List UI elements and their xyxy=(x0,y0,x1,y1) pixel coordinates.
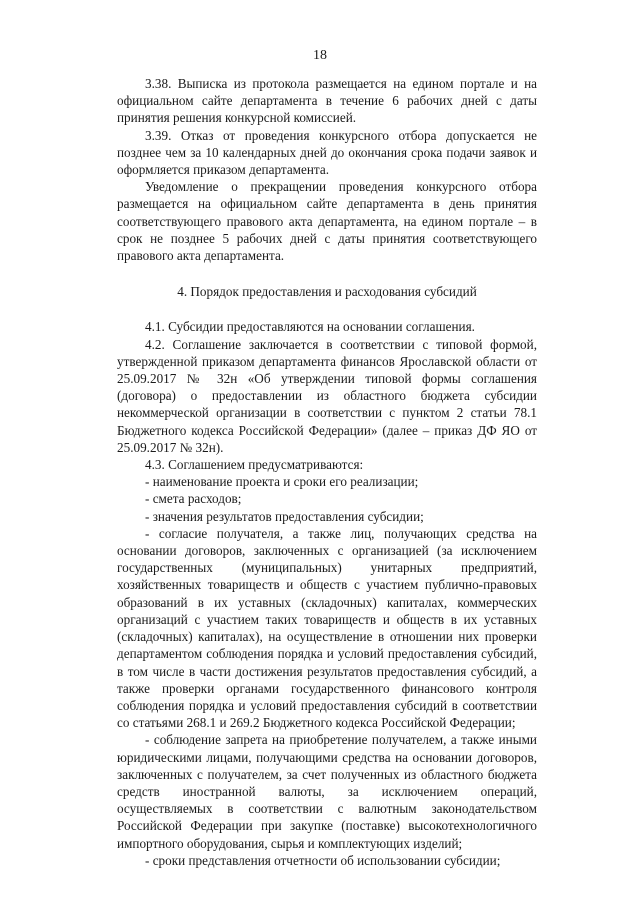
paragraph-4-1: 4.1. Субсидии предоставляются на основании соглашения. xyxy=(145,319,475,335)
paragraph-4-2: 4.2. Соглашение заключается в соответствии с типовой формой, утвержденной приказом департамента финансов Ярославской области от 25.09.2017 № 32н «Об утверждении типовой формы соглашения (договора) о предоставлении из областного бюджета субсидии некоммерческой организации в соответствии с пунктом 2 статьи 78.1 Бюджетного кодекса Российской Федерации» (далее – приказ ДФ ЯО от 25.09.2017 № 32н). xyxy=(117,336,537,455)
paragraph-notice: Уведомление о прекращении проведения конкурсного отбора размещается на официальном сайте департамента в день принятия соответствующего правового акта департамента, на едином портале – в срок не позднее 5 рабочих дней с даты принятия соответствующего правового акта департамента. xyxy=(117,179,537,264)
section-heading: 4. Порядок предоставления и расходования субсидий xyxy=(177,284,477,300)
list-item-project-name: - наименование проекта и сроки его реализации; xyxy=(145,474,419,490)
list-item-inspection-consent: - согласие получателя, а также лиц, получающих средства на основании договоров, заключенных с организацией (за исключением государственных (муниципальных) унитарных предприятий, хозяйственных товариществ и обществ с участием публично-правовых образований в их уставных (складочных) капиталах, коммерческих организаций с участием таких товариществ и обществ в их уставных (складочных) капиталах), на осуществление в отношении них проверки департаментом соблюдения порядка и условий предоставления субсидий, в том числе в части достижения результатов предоставления субсидий, а также проверки органами государственного финансового контроля соблюдения порядка и условий предоставления субсидий в соответствии со статьями 268.1 и 269.2 Бюджетного кодекса Российской Федерации; xyxy=(117,525,537,731)
page-number: 18 xyxy=(313,48,327,63)
list-item-currency-ban: - соблюдение запрета на приобретение получателем, а также иными юридическими лицами, получающими средства на основании договоров, заключенных с получателем, за счет полученных из областного бюджета средств иностранной валюты, за исключением операций, осуществляемых в соответствии с валютным законодательством Российской Федерации при закупке (поставке) высокотехнологичного импортного оборудования, сырья и комплектующих изделий; xyxy=(117,732,537,851)
list-item-cost-estimate: - смета расходов; xyxy=(145,491,242,507)
paragraph-3-39: 3.39. Отказ от проведения конкурсного отбора допускается не позднее чем за 10 календарных дней до окончания срока подачи заявок и оформляется приказом департамента. xyxy=(117,127,537,178)
paragraph-4-3: 4.3. Соглашением предусматриваются: xyxy=(145,457,364,473)
list-item-result-values: - значения результатов предоставления субсидии; xyxy=(145,508,424,524)
list-item-reporting-deadlines: - сроки представления отчетности об использовании субсидии; xyxy=(145,852,501,868)
document-body xyxy=(117,75,537,869)
paragraph-3-38: 3.38. Выписка из протокола размещается на едином портале и на официальном сайте департамента в течение 6 рабочих дней с даты принятия решения конкурсной комиссией. xyxy=(117,76,537,126)
